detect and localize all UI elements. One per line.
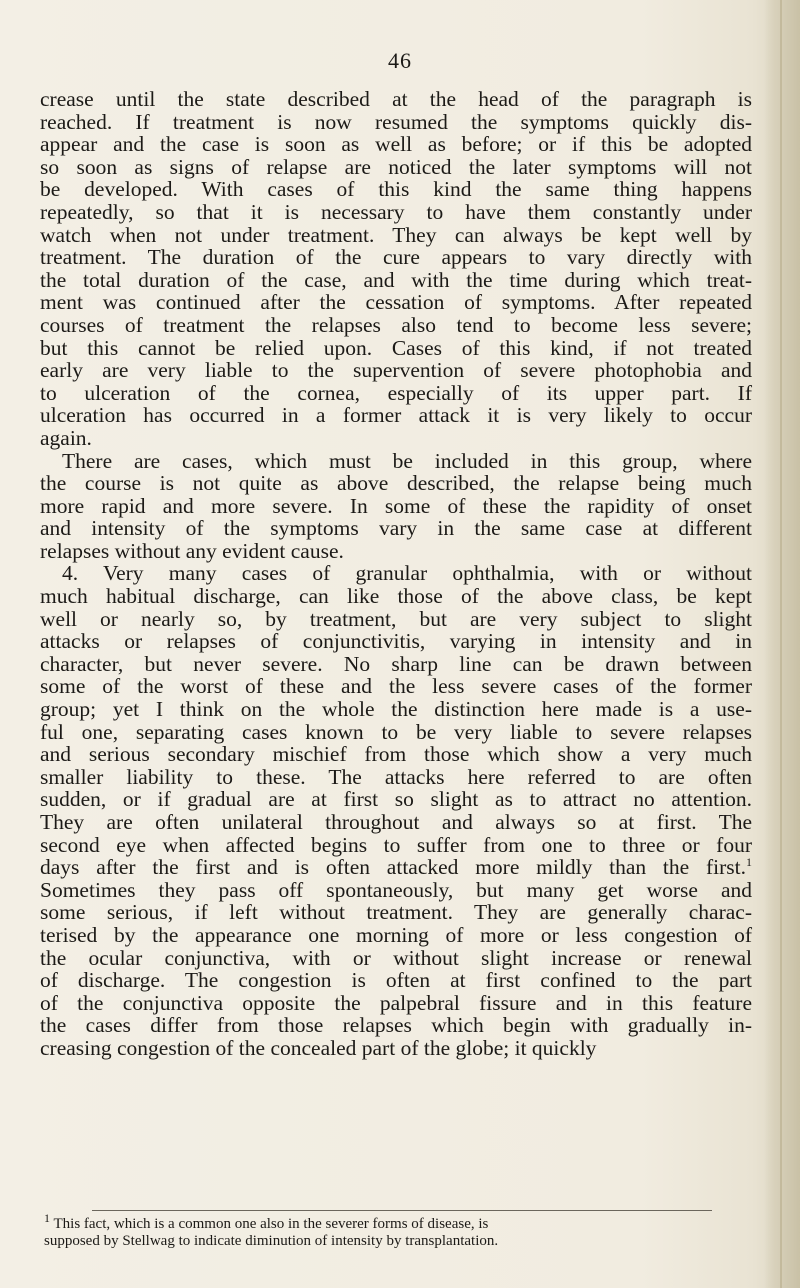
text-line: and serious secondary mischief from those which show a very much xyxy=(40,742,752,767)
text-line: and intensity of the symptoms vary in the same case at different xyxy=(40,516,752,541)
text-line: character, but never severe. No sharp line can be drawn between xyxy=(40,651,752,676)
page-number: 46 xyxy=(388,48,412,73)
paragraph-3 xyxy=(40,562,752,1059)
text-line: days after the first and is often attacked more mildly than the first.$^1$ xyxy=(40,855,752,880)
paragraph-1 xyxy=(40,88,752,450)
text-line: of the conjunctiva opposite the palpebral fissure and in this feature xyxy=(40,990,752,1015)
text-line: of discharge. The congestion is often at first confined to the part xyxy=(40,968,752,993)
text-line: watch when not under treatment. They can always be kept well by xyxy=(40,222,752,247)
text-line: ful one, separating cases known to be very liable to severe relapses xyxy=(40,719,752,744)
text-line: There are cases, which must be included in this group, where xyxy=(62,448,752,473)
footnote-reference: 1 xyxy=(746,855,752,870)
text-line: to ulceration of the cornea, especially of its upper part. If xyxy=(40,380,752,405)
text-line: reached. If treatment is now resumed the symptoms quickly dis- xyxy=(40,109,752,134)
text-line: They are often unilateral throughout and always so at first. The xyxy=(40,810,752,834)
footnote-marker: 1 xyxy=(44,1211,50,1225)
text-line: ment was continued after the cessation of symptoms. After repeated xyxy=(40,290,752,315)
text-line: sudden, or if gradual are at first so slight as to attract no attention. xyxy=(40,787,752,812)
text-line: relapses without any evident cause. xyxy=(40,538,344,563)
text-line: courses of treatment the relapses also tend to become less severe; xyxy=(40,312,752,337)
text-line: some serious, if left without treatment. They are generally charac- xyxy=(40,900,752,925)
text-line: the total duration of the case, and with the time during which treat- xyxy=(40,267,752,292)
body-text xyxy=(40,88,752,1060)
text-line: appear and the case is soon as well as before; or if this be adopted xyxy=(40,132,752,157)
text-line: more rapid and more severe. In some of these the rapidity of onset xyxy=(40,493,752,518)
text-line: creasing congestion of the concealed part of the globe; it quickly xyxy=(40,1035,597,1060)
text-line: treatment. The duration of the cure appears to vary directly with xyxy=(40,245,752,270)
text-line: early are very liable to the supervention of severe photophobia and xyxy=(40,358,752,383)
footnote-rule xyxy=(92,1210,712,1211)
footnote-line-2: supposed by Stellwag to indicate diminution of intensity by transplantation. xyxy=(44,1233,499,1249)
text-line: repeatedly, so that it is necessary to have them constantly under xyxy=(40,199,752,224)
text-line: much habitual discharge, can like those of the above class, be kept xyxy=(40,584,752,609)
text-line: ulceration has occurred in a former attack it is very likely to occur xyxy=(40,403,752,428)
text-line: group; yet I think on the whole the distinction here made is a use- xyxy=(40,697,752,722)
footnote-text-1: This fact, which is a common one also in the severer forms of disease, is xyxy=(53,1216,489,1232)
text-line: well or nearly so, by treatment, but are very subject to slight xyxy=(40,606,752,631)
footnote-line-1 xyxy=(44,1211,752,1233)
text-line: but this cannot be relied upon. Cases of this kind, if not treated xyxy=(40,335,752,360)
footnote xyxy=(44,1211,752,1250)
text-line: the course is not quite as above described, the relapse being much xyxy=(40,471,752,496)
text-line: the ocular conjunctiva, with or without slight increase or renewal xyxy=(40,945,752,970)
text-line: be developed. With cases of this kind the same thing happens xyxy=(40,177,752,202)
text-line: the cases differ from those relapses which begin with gradually in- xyxy=(40,1013,752,1038)
text-line: smaller liability to these. The attacks here referred to are often xyxy=(40,764,752,789)
text-line: second eye when affected begins to suffer from one to three or four xyxy=(40,832,752,857)
text-line: 4. Very many cases of granular ophthalmia, with or without xyxy=(62,561,752,586)
page-edge-line xyxy=(780,0,782,1288)
paragraph-2 xyxy=(40,450,752,563)
text-line: Sometimes they pass off spontaneously, but many get worse and xyxy=(40,877,752,902)
text-line: attacks or relapses of conjunctivitis, varying in intensity and in xyxy=(40,629,752,654)
text-line: again. xyxy=(40,425,92,450)
text-line: crease until the state described at the head of the paragraph is xyxy=(40,87,752,111)
text-line: terised by the appearance one morning of more or less congestion of xyxy=(40,922,752,947)
text-line: some of the worst of these and the less severe cases of the former xyxy=(40,674,752,699)
page-edge-shadow xyxy=(764,0,800,1288)
text-line: so soon as signs of relapse are noticed the later symptoms will not xyxy=(40,154,752,179)
